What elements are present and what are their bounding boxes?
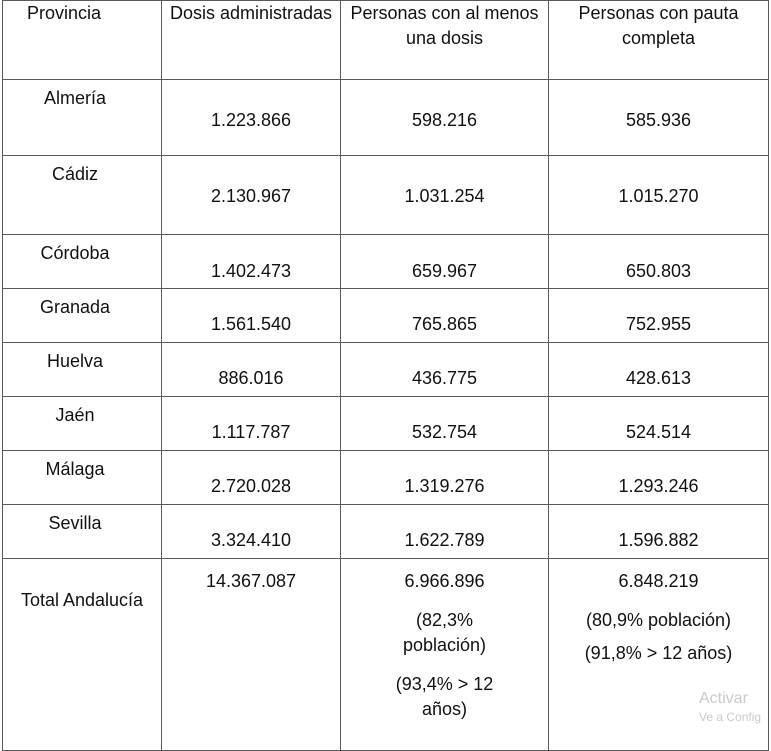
- total-una-dosis: 6.966.896: [404, 571, 485, 591]
- pauta-value: 1.015.270: [618, 186, 699, 206]
- dosis-value: 1.223.866: [210, 110, 292, 130]
- una-dosis-value: 765.865: [411, 314, 478, 334]
- activation-watermark: [699, 690, 771, 726]
- province-name: Jaén: [55, 405, 95, 425]
- table-row: [3, 505, 769, 559]
- total-row: [3, 559, 769, 751]
- province-name: Málaga: [45, 459, 105, 479]
- pauta-value: 524.514: [625, 422, 692, 442]
- total-una-dosis-cell: [341, 559, 549, 751]
- total-pauta-pct12: (91,8% > 12 años): [584, 643, 733, 663]
- total-una-dosis-pct: (82,3% población): [402, 610, 487, 655]
- pauta-value: 650.803: [625, 261, 692, 281]
- una-dosis-value: 1.622.789: [404, 530, 485, 550]
- province-name: Granada: [39, 297, 111, 317]
- watermark-line2: Ve a Config: [699, 710, 762, 724]
- total-dosis: 14.367.087: [162, 559, 341, 751]
- watermark-line1: Activar: [699, 690, 748, 707]
- una-dosis-value: 598.216: [411, 110, 478, 130]
- header-row: [3, 1, 769, 80]
- dosis-value: 2.130.967: [210, 186, 292, 206]
- dosis-value: 886.016: [218, 368, 284, 388]
- header-provincia: Provincia: [3, 1, 162, 80]
- dosis-value: 1.561.540: [210, 314, 292, 334]
- dosis-value: 2.720.028: [210, 476, 292, 496]
- pauta-value: 428.613: [625, 368, 692, 388]
- header-pauta: Personas con pauta completa: [549, 1, 769, 80]
- dosis-value: 1.117.787: [211, 422, 291, 442]
- province-name: Sevilla: [48, 513, 102, 533]
- province-name: Huelva: [46, 351, 104, 371]
- table-row: [3, 397, 769, 451]
- una-dosis-value: 436.775: [411, 368, 478, 388]
- pauta-value: 1.596.882: [618, 530, 699, 550]
- total-pauta: 6.848.219: [618, 571, 699, 591]
- una-dosis-value: 1.031.254: [404, 186, 485, 206]
- total-una-dosis-pct12: (93,4% > 12 años): [395, 674, 494, 719]
- table-row: [3, 156, 769, 235]
- header-una-dosis: Personas con al menos una dosis: [341, 1, 549, 80]
- total-label: Total Andalucía: [3, 559, 162, 751]
- total-pauta-pct: (80,9% población): [585, 610, 732, 630]
- pauta-value: 1.293.246: [618, 476, 699, 496]
- table-row: [3, 289, 769, 343]
- vaccination-table: [2, 0, 769, 751]
- province-name: Almería: [43, 88, 106, 108]
- pauta-value: 585.936: [625, 110, 692, 130]
- table-row: [3, 343, 769, 397]
- una-dosis-value: 1.319.276: [404, 476, 485, 496]
- una-dosis-value: 532.754: [411, 422, 478, 442]
- dosis-value: 1.402.473: [210, 261, 292, 281]
- pauta-value: 752.955: [625, 314, 692, 334]
- province-name: Cádiz: [51, 164, 99, 184]
- table-row: [3, 451, 769, 505]
- dosis-value: 3.324.410: [210, 530, 292, 550]
- header-dosis: Dosis administradas: [162, 1, 341, 80]
- table-row: [3, 235, 769, 289]
- province-name: Córdoba: [40, 243, 110, 263]
- table-row: [3, 80, 769, 156]
- una-dosis-value: 659.967: [411, 261, 478, 281]
